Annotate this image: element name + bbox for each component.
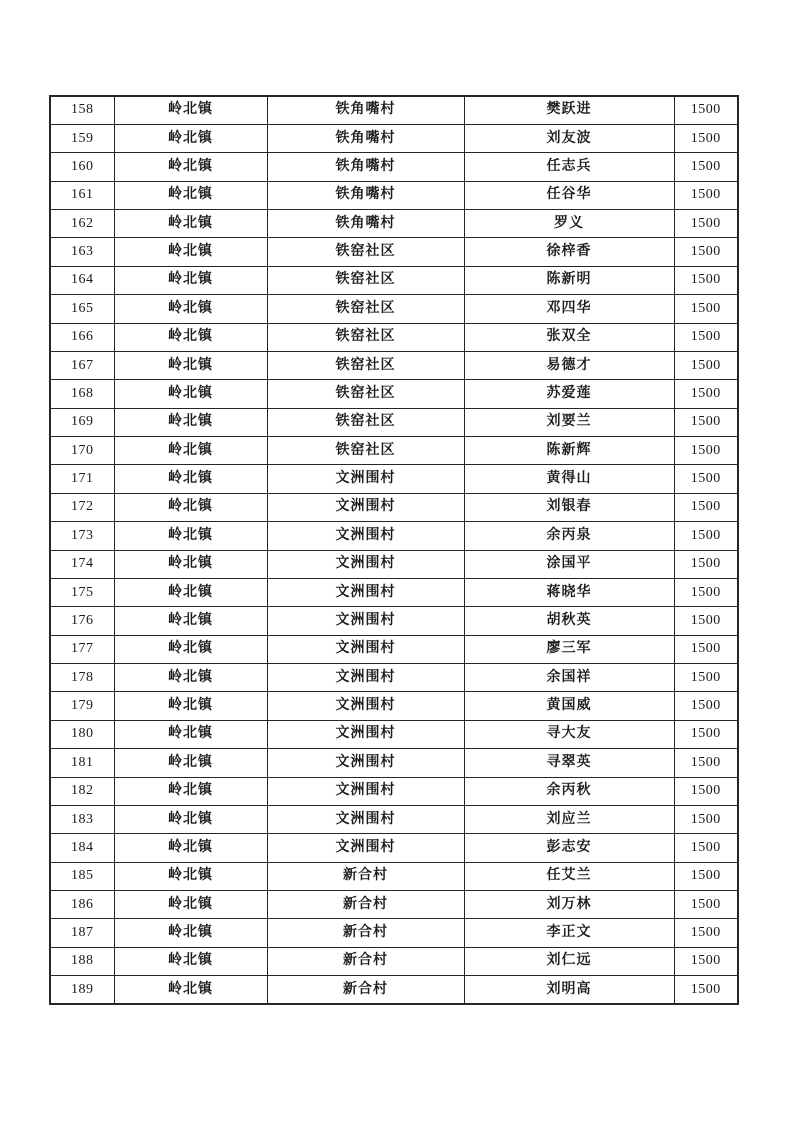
table-body [50, 96, 738, 1004]
table-row [50, 465, 738, 493]
index-cell: 180 [50, 720, 114, 748]
town-cell: 岭北镇 [114, 295, 267, 323]
name-cell: 罗义 [464, 210, 674, 238]
index-cell: 170 [50, 437, 114, 465]
town-cell: 岭北镇 [114, 124, 267, 152]
index-cell: 172 [50, 493, 114, 521]
town-cell: 岭北镇 [114, 720, 267, 748]
town-cell: 岭北镇 [114, 522, 267, 550]
name-cell: 任艾兰 [464, 862, 674, 890]
amount-cell: 1500 [674, 607, 738, 635]
town-cell: 岭北镇 [114, 607, 267, 635]
table-row [50, 351, 738, 379]
name-cell: 刘仁远 [464, 947, 674, 975]
table-row [50, 181, 738, 209]
name-cell: 刘明高 [464, 976, 674, 1004]
table-row [50, 153, 738, 181]
amount-cell: 1500 [674, 266, 738, 294]
amount-cell: 1500 [674, 777, 738, 805]
amount-cell: 1500 [674, 805, 738, 833]
amount-cell: 1500 [674, 692, 738, 720]
index-cell: 185 [50, 862, 114, 890]
town-cell: 岭北镇 [114, 976, 267, 1004]
name-cell: 蒋晓华 [464, 578, 674, 606]
amount-cell: 1500 [674, 153, 738, 181]
index-cell: 188 [50, 947, 114, 975]
name-cell: 寻翠英 [464, 749, 674, 777]
town-cell: 岭北镇 [114, 550, 267, 578]
name-cell: 任志兵 [464, 153, 674, 181]
village-cell: 文洲围村 [267, 692, 464, 720]
amount-cell: 1500 [674, 720, 738, 748]
index-cell: 183 [50, 805, 114, 833]
table-row [50, 976, 738, 1004]
village-cell: 文洲围村 [267, 578, 464, 606]
index-cell: 179 [50, 692, 114, 720]
town-cell: 岭北镇 [114, 181, 267, 209]
town-cell: 岭北镇 [114, 578, 267, 606]
name-cell: 涂国平 [464, 550, 674, 578]
name-cell: 刘友波 [464, 124, 674, 152]
index-cell: 168 [50, 380, 114, 408]
village-cell: 铁角嘴村 [267, 181, 464, 209]
name-cell: 易德才 [464, 351, 674, 379]
name-cell: 刘万林 [464, 891, 674, 919]
table-row [50, 607, 738, 635]
town-cell: 岭北镇 [114, 834, 267, 862]
name-cell: 廖三军 [464, 635, 674, 663]
village-cell: 新合村 [267, 947, 464, 975]
village-cell: 铁窑社区 [267, 266, 464, 294]
village-cell: 新合村 [267, 919, 464, 947]
table-row [50, 919, 738, 947]
name-cell: 余丙泉 [464, 522, 674, 550]
amount-cell: 1500 [674, 862, 738, 890]
town-cell: 岭北镇 [114, 437, 267, 465]
table-row [50, 664, 738, 692]
amount-cell: 1500 [674, 635, 738, 663]
index-cell: 181 [50, 749, 114, 777]
name-cell: 任谷华 [464, 181, 674, 209]
village-cell: 铁窑社区 [267, 238, 464, 266]
amount-cell: 1500 [674, 976, 738, 1004]
town-cell: 岭北镇 [114, 380, 267, 408]
table-row [50, 805, 738, 833]
amount-cell: 1500 [674, 664, 738, 692]
village-cell: 新合村 [267, 862, 464, 890]
amount-cell: 1500 [674, 749, 738, 777]
amount-cell: 1500 [674, 124, 738, 152]
amount-cell: 1500 [674, 181, 738, 209]
name-cell: 邓四华 [464, 295, 674, 323]
name-cell: 刘应兰 [464, 805, 674, 833]
index-cell: 184 [50, 834, 114, 862]
index-cell: 187 [50, 919, 114, 947]
village-cell: 文洲围村 [267, 522, 464, 550]
name-cell: 彭志安 [464, 834, 674, 862]
amount-cell: 1500 [674, 465, 738, 493]
town-cell: 岭北镇 [114, 919, 267, 947]
village-cell: 文洲围村 [267, 720, 464, 748]
town-cell: 岭北镇 [114, 635, 267, 663]
index-cell: 177 [50, 635, 114, 663]
amount-cell: 1500 [674, 550, 738, 578]
amount-cell: 1500 [674, 947, 738, 975]
grant-roster-table [49, 95, 739, 1005]
table-row [50, 408, 738, 436]
amount-cell: 1500 [674, 891, 738, 919]
table-row [50, 947, 738, 975]
village-cell: 文洲围村 [267, 607, 464, 635]
amount-cell: 1500 [674, 323, 738, 351]
village-cell: 文洲围村 [267, 805, 464, 833]
town-cell: 岭北镇 [114, 153, 267, 181]
table-row [50, 720, 738, 748]
village-cell: 新合村 [267, 891, 464, 919]
name-cell: 刘要兰 [464, 408, 674, 436]
name-cell: 陈新明 [464, 266, 674, 294]
amount-cell: 1500 [674, 210, 738, 238]
table-row [50, 238, 738, 266]
index-cell: 175 [50, 578, 114, 606]
amount-cell: 1500 [674, 493, 738, 521]
index-cell: 160 [50, 153, 114, 181]
index-cell: 159 [50, 124, 114, 152]
town-cell: 岭北镇 [114, 749, 267, 777]
table-row [50, 522, 738, 550]
name-cell: 黄得山 [464, 465, 674, 493]
index-cell: 163 [50, 238, 114, 266]
village-cell: 新合村 [267, 976, 464, 1004]
table-row [50, 210, 738, 238]
town-cell: 岭北镇 [114, 947, 267, 975]
village-cell: 铁角嘴村 [267, 96, 464, 124]
town-cell: 岭北镇 [114, 323, 267, 351]
name-cell: 樊跃进 [464, 96, 674, 124]
town-cell: 岭北镇 [114, 862, 267, 890]
village-cell: 铁窑社区 [267, 408, 464, 436]
town-cell: 岭北镇 [114, 96, 267, 124]
village-cell: 铁窑社区 [267, 351, 464, 379]
index-cell: 189 [50, 976, 114, 1004]
town-cell: 岭北镇 [114, 465, 267, 493]
amount-cell: 1500 [674, 578, 738, 606]
index-cell: 164 [50, 266, 114, 294]
town-cell: 岭北镇 [114, 777, 267, 805]
town-cell: 岭北镇 [114, 351, 267, 379]
index-cell: 165 [50, 295, 114, 323]
table-row [50, 578, 738, 606]
village-cell: 铁窑社区 [267, 323, 464, 351]
index-cell: 173 [50, 522, 114, 550]
table-row [50, 295, 738, 323]
amount-cell: 1500 [674, 295, 738, 323]
amount-cell: 1500 [674, 834, 738, 862]
village-cell: 文洲围村 [267, 664, 464, 692]
name-cell: 张双全 [464, 323, 674, 351]
table-row [50, 266, 738, 294]
village-cell: 铁窑社区 [267, 380, 464, 408]
name-cell: 余国祥 [464, 664, 674, 692]
table-row [50, 550, 738, 578]
village-cell: 铁窑社区 [267, 437, 464, 465]
village-cell: 文洲围村 [267, 777, 464, 805]
table-row [50, 493, 738, 521]
table-row [50, 635, 738, 663]
town-cell: 岭北镇 [114, 493, 267, 521]
town-cell: 岭北镇 [114, 408, 267, 436]
table-row [50, 437, 738, 465]
amount-cell: 1500 [674, 96, 738, 124]
amount-cell: 1500 [674, 437, 738, 465]
village-cell: 铁角嘴村 [267, 210, 464, 238]
table-row [50, 96, 738, 124]
town-cell: 岭北镇 [114, 210, 267, 238]
town-cell: 岭北镇 [114, 891, 267, 919]
amount-cell: 1500 [674, 238, 738, 266]
town-cell: 岭北镇 [114, 664, 267, 692]
index-cell: 174 [50, 550, 114, 578]
index-cell: 171 [50, 465, 114, 493]
village-cell: 文洲围村 [267, 635, 464, 663]
name-cell: 李正文 [464, 919, 674, 947]
town-cell: 岭北镇 [114, 238, 267, 266]
town-cell: 岭北镇 [114, 805, 267, 833]
table-row [50, 749, 738, 777]
name-cell: 胡秋英 [464, 607, 674, 635]
table-row [50, 380, 738, 408]
village-cell: 文洲围村 [267, 834, 464, 862]
town-cell: 岭北镇 [114, 692, 267, 720]
name-cell: 刘银春 [464, 493, 674, 521]
amount-cell: 1500 [674, 919, 738, 947]
amount-cell: 1500 [674, 522, 738, 550]
index-cell: 166 [50, 323, 114, 351]
index-cell: 161 [50, 181, 114, 209]
table-row [50, 692, 738, 720]
table-row [50, 862, 738, 890]
town-cell: 岭北镇 [114, 266, 267, 294]
index-cell: 178 [50, 664, 114, 692]
table-row [50, 834, 738, 862]
name-cell: 寻大友 [464, 720, 674, 748]
table-row [50, 891, 738, 919]
index-cell: 169 [50, 408, 114, 436]
village-cell: 文洲围村 [267, 550, 464, 578]
name-cell: 陈新辉 [464, 437, 674, 465]
name-cell: 黄国威 [464, 692, 674, 720]
name-cell: 徐梓香 [464, 238, 674, 266]
village-cell: 铁角嘴村 [267, 153, 464, 181]
table-row [50, 777, 738, 805]
index-cell: 186 [50, 891, 114, 919]
index-cell: 158 [50, 96, 114, 124]
name-cell: 余丙秋 [464, 777, 674, 805]
village-cell: 文洲围村 [267, 749, 464, 777]
table-row [50, 323, 738, 351]
village-cell: 文洲围村 [267, 493, 464, 521]
index-cell: 182 [50, 777, 114, 805]
index-cell: 162 [50, 210, 114, 238]
village-cell: 文洲围村 [267, 465, 464, 493]
amount-cell: 1500 [674, 408, 738, 436]
amount-cell: 1500 [674, 351, 738, 379]
village-cell: 铁窑社区 [267, 295, 464, 323]
table-row [50, 124, 738, 152]
index-cell: 167 [50, 351, 114, 379]
name-cell: 苏爱莲 [464, 380, 674, 408]
index-cell: 176 [50, 607, 114, 635]
village-cell: 铁角嘴村 [267, 124, 464, 152]
amount-cell: 1500 [674, 380, 738, 408]
